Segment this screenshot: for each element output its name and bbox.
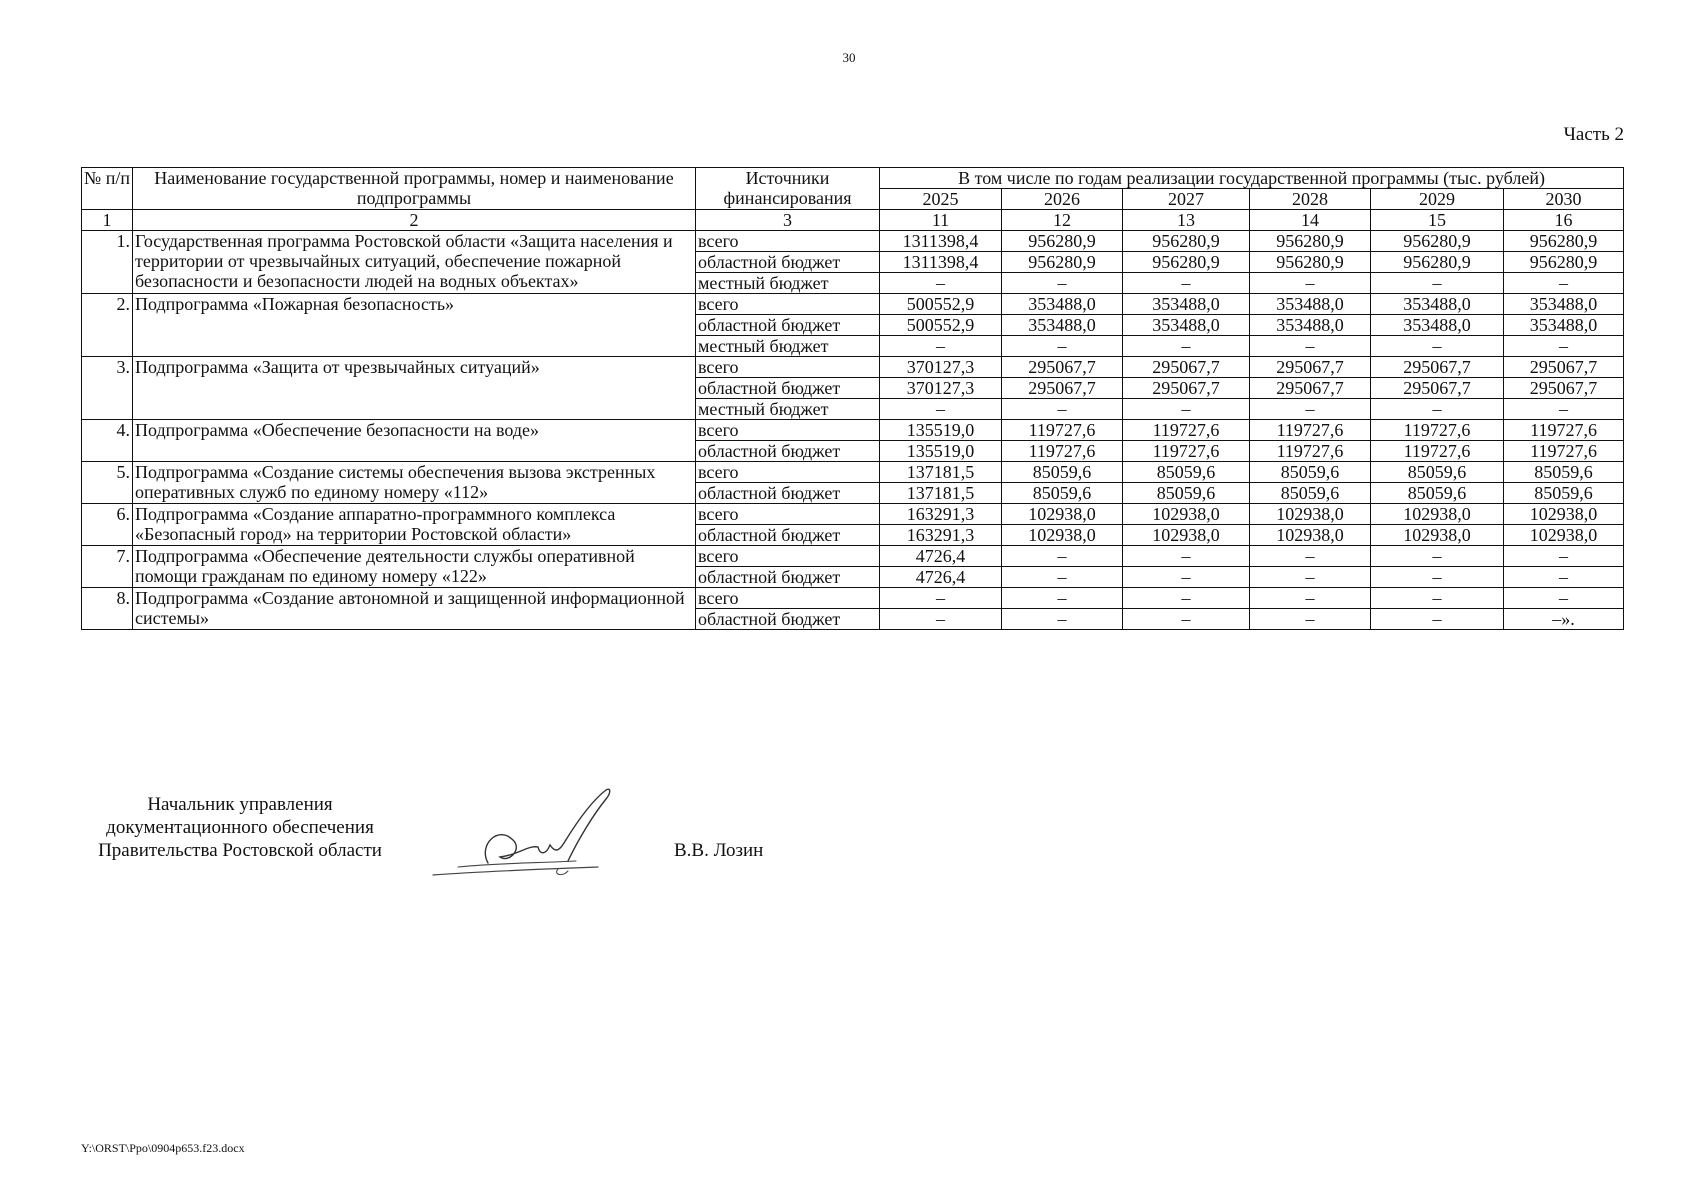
program-name: Подпрограмма «Создание автономной и защищенной информационной системы» — [133, 588, 696, 630]
index-cell: 12 — [1002, 210, 1123, 231]
row-number: 2. — [82, 294, 133, 357]
year-value: 295067,7 — [1250, 378, 1371, 399]
year-value: 119727,6 — [1123, 420, 1250, 441]
year-value: 956280,9 — [1504, 231, 1624, 252]
year-value: – — [1123, 336, 1250, 357]
year-value: – — [880, 609, 1002, 630]
year-value: 295067,7 — [1123, 378, 1250, 399]
year-value: – — [1504, 546, 1624, 567]
year-value: 102938,0 — [1002, 504, 1123, 525]
column-index-row — [82, 210, 1624, 231]
year-value: 956280,9 — [1371, 231, 1504, 252]
year-value: 4726,4 — [880, 567, 1002, 588]
funding-source: всего — [696, 588, 880, 609]
year-value: 956280,9 — [1250, 252, 1371, 273]
table-row — [82, 462, 1624, 483]
signatory-title-line: Правительства Ростовской области — [98, 840, 382, 861]
header-year: 2029 — [1371, 189, 1504, 210]
table-row — [82, 357, 1624, 378]
year-value: – — [1123, 588, 1250, 609]
funding-source: областной бюджет — [696, 609, 880, 630]
year-value: 353488,0 — [1250, 315, 1371, 336]
header-year: 2028 — [1250, 189, 1371, 210]
year-value: – — [1504, 336, 1624, 357]
year-value: – — [1371, 336, 1504, 357]
row-number: 8. — [82, 588, 133, 630]
year-value: 295067,7 — [1371, 357, 1504, 378]
year-value: 119727,6 — [1250, 420, 1371, 441]
program-name: Государственная программа Ростовской области «Защита населения и территории от чрезвычайных ситуаций, обеспечение пожарной безопасности и безопасности людей на водных объектах» — [133, 231, 696, 294]
year-value: 370127,3 — [880, 378, 1002, 399]
funding-source: областной бюджет — [696, 525, 880, 546]
year-value: – — [1123, 273, 1250, 294]
year-value: – — [1123, 567, 1250, 588]
year-value: 163291,3 — [880, 525, 1002, 546]
year-value: – — [880, 336, 1002, 357]
year-value: – — [1504, 273, 1624, 294]
year-value: 102938,0 — [1371, 525, 1504, 546]
handwritten-signature — [428, 785, 638, 885]
year-value: 500552,9 — [880, 294, 1002, 315]
year-value: – — [1504, 567, 1624, 588]
year-value: 119727,6 — [1123, 441, 1250, 462]
year-value: 500552,9 — [880, 315, 1002, 336]
year-value: 353488,0 — [1123, 294, 1250, 315]
year-value: 102938,0 — [1371, 504, 1504, 525]
index-cell: 13 — [1123, 210, 1250, 231]
funding-source: местный бюджет — [696, 399, 880, 420]
year-value: 1311398,4 — [880, 231, 1002, 252]
index-cell: 15 — [1371, 210, 1504, 231]
header-year: 2025 — [880, 189, 1002, 210]
year-value: 119727,6 — [1371, 441, 1504, 462]
funding-source: всего — [696, 462, 880, 483]
year-value: 85059,6 — [1123, 483, 1250, 504]
year-value: 119727,6 — [1371, 420, 1504, 441]
index-cell: 16 — [1504, 210, 1624, 231]
year-value: 102938,0 — [1002, 525, 1123, 546]
year-value: 135519,0 — [880, 420, 1002, 441]
part-label: Часть 2 — [1563, 124, 1624, 145]
year-value: 102938,0 — [1250, 525, 1371, 546]
year-value: 137181,5 — [880, 462, 1002, 483]
index-cell: 2 — [133, 210, 696, 231]
year-value: 85059,6 — [1504, 462, 1624, 483]
year-value: – — [1002, 588, 1123, 609]
program-name: Подпрограмма «Создание системы обеспечения вызова экстренных оперативных служб по единому номеру «112» — [133, 462, 696, 504]
funding-source: областной бюджет — [696, 252, 880, 273]
row-number: 1. — [82, 231, 133, 294]
program-name: Подпрограмма «Защита от чрезвычайных ситуаций» — [133, 357, 696, 420]
year-value: 85059,6 — [1371, 462, 1504, 483]
year-value: – — [1123, 399, 1250, 420]
year-value: – — [1371, 588, 1504, 609]
signatory-name: В.В. Лозин — [674, 840, 764, 861]
year-value: 956280,9 — [1250, 231, 1371, 252]
funding-source: областной бюджет — [696, 567, 880, 588]
header-year: 2027 — [1123, 189, 1250, 210]
year-value: 353488,0 — [1371, 294, 1504, 315]
year-value: 353488,0 — [1002, 315, 1123, 336]
year-value: 4726,4 — [880, 546, 1002, 567]
table-row — [82, 294, 1624, 315]
header-year: 2026 — [1002, 189, 1123, 210]
table-body — [82, 210, 1624, 630]
row-number: 7. — [82, 546, 133, 588]
year-value: – — [1504, 399, 1624, 420]
year-value: – — [1250, 609, 1371, 630]
year-value: – — [880, 588, 1002, 609]
row-number: 5. — [82, 462, 133, 504]
year-value: – — [1123, 609, 1250, 630]
year-value: – — [1371, 567, 1504, 588]
table-row — [82, 546, 1624, 567]
year-value: – — [1002, 273, 1123, 294]
program-name: Подпрограмма «Обеспечение деятельности службы оперативной помощи гражданам по единому номеру «122» — [133, 546, 696, 588]
year-value: – — [1002, 567, 1123, 588]
funding-source: всего — [696, 357, 880, 378]
signatory-title-line: документационного обеспечения — [106, 817, 374, 838]
year-value: –». — [1504, 609, 1624, 630]
year-value: 956280,9 — [1504, 252, 1624, 273]
year-value: 102938,0 — [1123, 504, 1250, 525]
year-value: 85059,6 — [1371, 483, 1504, 504]
year-value: 956280,9 — [1002, 252, 1123, 273]
year-value: 102938,0 — [1504, 525, 1624, 546]
year-value: – — [1250, 336, 1371, 357]
year-value: – — [1250, 399, 1371, 420]
header-col-name: Наименование государственной программы, номер и наименование подпрограммы — [133, 168, 696, 210]
financing-table — [81, 167, 1624, 630]
year-value: – — [1123, 546, 1250, 567]
year-value: 370127,3 — [880, 357, 1002, 378]
funding-source: местный бюджет — [696, 273, 880, 294]
funding-source: всего — [696, 504, 880, 525]
year-value: – — [1002, 336, 1123, 357]
year-value: 119727,6 — [1002, 441, 1123, 462]
year-value: – — [1250, 273, 1371, 294]
program-name: Подпрограмма «Пожарная безопасность» — [133, 294, 696, 357]
year-value: 295067,7 — [1002, 357, 1123, 378]
year-value: 956280,9 — [1371, 252, 1504, 273]
signatory-title-line: Начальник управления — [147, 794, 333, 815]
funding-source: областной бюджет — [696, 483, 880, 504]
year-value: 956280,9 — [1123, 252, 1250, 273]
year-value: – — [1371, 399, 1504, 420]
table-row — [82, 504, 1624, 525]
year-value: 85059,6 — [1002, 483, 1123, 504]
year-value: 85059,6 — [1504, 483, 1624, 504]
year-value: 295067,7 — [1250, 357, 1371, 378]
year-value: 119727,6 — [1250, 441, 1371, 462]
funding-source: всего — [696, 546, 880, 567]
header-year: 2030 — [1504, 189, 1624, 210]
year-value: 85059,6 — [1250, 483, 1371, 504]
year-value: 295067,7 — [1504, 378, 1624, 399]
year-value: 353488,0 — [1504, 294, 1624, 315]
year-value: 137181,5 — [880, 483, 1002, 504]
year-value: 956280,9 — [1002, 231, 1123, 252]
year-value: 119727,6 — [1504, 441, 1624, 462]
year-value: – — [1002, 546, 1123, 567]
program-name: Подпрограмма «Обеспечение безопасности на воде» — [133, 420, 696, 462]
year-value: 119727,6 — [1002, 420, 1123, 441]
index-cell: 3 — [696, 210, 880, 231]
index-cell: 11 — [880, 210, 1002, 231]
year-value: 353488,0 — [1504, 315, 1624, 336]
row-number: 4. — [82, 420, 133, 462]
year-value: – — [1371, 273, 1504, 294]
row-number: 3. — [82, 357, 133, 420]
signatory-title — [80, 793, 400, 862]
header-col-source: Источники финансирования — [696, 168, 880, 210]
row-number: 6. — [82, 504, 133, 546]
year-value: 353488,0 — [1250, 294, 1371, 315]
year-value: – — [1371, 609, 1504, 630]
year-value: 85059,6 — [1002, 462, 1123, 483]
year-value: – — [1371, 546, 1504, 567]
year-value: 295067,7 — [1123, 357, 1250, 378]
funding-source: всего — [696, 294, 880, 315]
page-number: 30 — [842, 50, 856, 65]
funding-source: областной бюджет — [696, 441, 880, 462]
year-value: 353488,0 — [1002, 294, 1123, 315]
year-value: 956280,9 — [1123, 231, 1250, 252]
year-value: 102938,0 — [1250, 504, 1371, 525]
year-value: – — [880, 399, 1002, 420]
year-value: – — [1504, 588, 1624, 609]
year-value: 295067,7 — [1371, 378, 1504, 399]
index-cell: 1 — [82, 210, 133, 231]
file-path: Y:\ORST\Ppo\0904p653.f23.docx — [81, 1141, 245, 1155]
year-value: 85059,6 — [1123, 462, 1250, 483]
year-value: 119727,6 — [1504, 420, 1624, 441]
year-value: 85059,6 — [1250, 462, 1371, 483]
year-value: 295067,7 — [1002, 378, 1123, 399]
year-value: – — [1002, 399, 1123, 420]
table-row — [82, 588, 1624, 609]
year-value: – — [1250, 588, 1371, 609]
year-value: 135519,0 — [880, 441, 1002, 462]
header-years-group: В том числе по годам реализации государственной программы (тыс. рублей) — [880, 168, 1624, 189]
year-value: 102938,0 — [1123, 525, 1250, 546]
year-value: – — [1250, 546, 1371, 567]
index-cell: 14 — [1250, 210, 1371, 231]
table-row — [82, 231, 1624, 252]
year-value: 353488,0 — [1123, 315, 1250, 336]
funding-source: областной бюджет — [696, 378, 880, 399]
year-value: 102938,0 — [1504, 504, 1624, 525]
funding-source: местный бюджет — [696, 336, 880, 357]
year-value: – — [880, 273, 1002, 294]
year-value: – — [1250, 567, 1371, 588]
funding-source: всего — [696, 231, 880, 252]
year-value: 163291,3 — [880, 504, 1002, 525]
funding-source: всего — [696, 420, 880, 441]
table-row — [82, 420, 1624, 441]
year-value: – — [1002, 609, 1123, 630]
year-value: 295067,7 — [1504, 357, 1624, 378]
year-value: 353488,0 — [1371, 315, 1504, 336]
program-name: Подпрограмма «Создание аппаратно-программного комплекса «Безопасный город» на территории Ростовской области» — [133, 504, 696, 546]
year-value: 1311398,4 — [880, 252, 1002, 273]
funding-source: областной бюджет — [696, 315, 880, 336]
header-col-no: № п/п — [82, 168, 133, 210]
